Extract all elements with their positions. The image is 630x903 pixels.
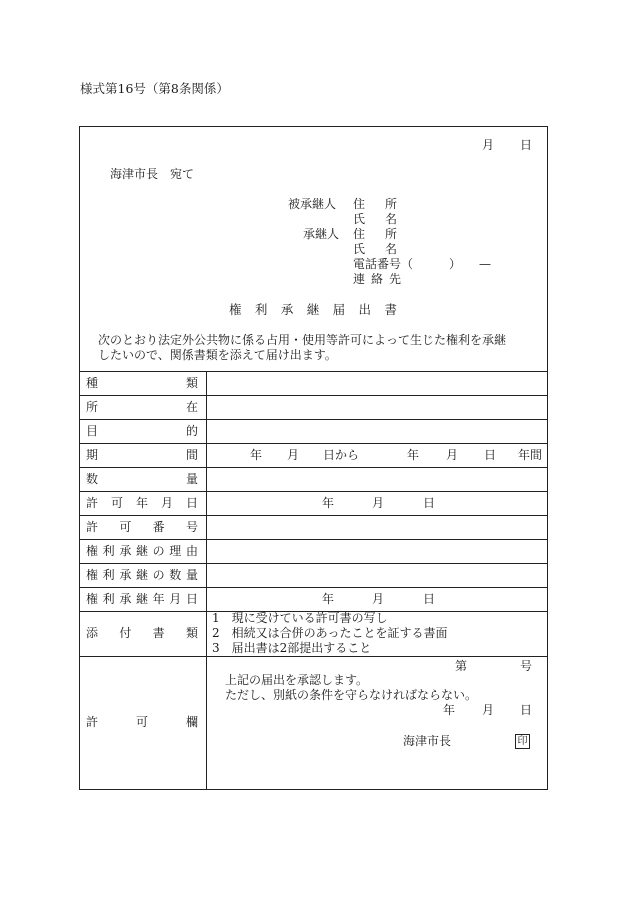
row-divider (79, 656, 548, 657)
phone-label: 電話番号（ ） — (353, 257, 492, 271)
permission-month: 月 (482, 703, 495, 717)
row-divider (79, 419, 548, 420)
row-divider (79, 515, 548, 516)
row-label-reason: 権 利 承 継 の 理 由 (86, 544, 198, 558)
seal-icon (515, 733, 530, 749)
permission-line-1: 上記の届出を承認します。 (225, 673, 369, 687)
addressee: 海津市長 宛て (110, 167, 195, 181)
document-title: 権 利 承 継 届 出 書 (229, 302, 397, 317)
row-label-period: 期 間 (86, 448, 198, 462)
row-label-permit-date: 許 可 年 月 日 (86, 496, 198, 510)
row-divider (79, 467, 548, 468)
permission-line-2: ただし、別紙の条件を守らなければならない。 (225, 688, 478, 702)
mayor-label: 海津市長 (403, 734, 452, 748)
header-day: 日 (520, 138, 533, 152)
predecessor-name-label: 氏 名 (353, 212, 397, 226)
row-divider (79, 395, 548, 396)
header-month: 月 (482, 138, 495, 152)
row-label-permit-number: 許 可 番 号 (86, 520, 198, 534)
successor-name-label: 氏 名 (353, 242, 397, 256)
column-divider (206, 372, 207, 790)
row-label-succession-quantity: 権 利 承 継 の 数 量 (86, 568, 198, 582)
permission-day: 日 (520, 703, 533, 717)
attachment-item: 1 現に受けている許可書の写し (212, 611, 388, 625)
predecessor-address-label: 住 所 (353, 197, 397, 211)
table-top-line (79, 371, 548, 372)
permission-year: 年 (443, 703, 456, 717)
form-number: 様式第16号（第8条関係） (80, 81, 229, 96)
successor-label: 承継人 (303, 227, 340, 241)
row-label-location: 所 在 (86, 400, 198, 414)
row-divider (79, 587, 548, 588)
permission-number-prefix: 第 (455, 659, 468, 673)
attachment-item: 2 相続又は合併のあったことを証する書面 (212, 626, 448, 640)
row-label-type: 種 類 (86, 376, 198, 390)
contact-label: 連 絡 先 (353, 272, 401, 286)
row-label-attachments: 添 付 書 類 (86, 626, 198, 640)
row-label-succession-date: 権 利 承 継 年 月 日 (86, 592, 198, 606)
row-divider (79, 491, 548, 492)
seal-mark: 印 (515, 734, 530, 749)
predecessor-label: 被承継人 (288, 197, 337, 211)
permission-number-suffix: 号 (520, 659, 533, 673)
attachment-item: 3 届出書は2部提出すること (212, 641, 372, 655)
row-divider (79, 443, 548, 444)
row-label-quantity: 数 量 (86, 472, 198, 486)
row-label-purpose: 目 的 (86, 424, 198, 438)
row-divider (79, 563, 548, 564)
body-text-line-2: したいので、関係書類を添えて届け出ます。 (98, 348, 337, 362)
successor-address-label: 住 所 (353, 227, 397, 241)
body-text-line-1: 次のとおり法定外公共物に係る占用・使用等許可によって生じた権利を承継 (98, 333, 507, 347)
row-label-permission: 許 可 欄 (86, 715, 198, 729)
row-divider (79, 539, 548, 540)
